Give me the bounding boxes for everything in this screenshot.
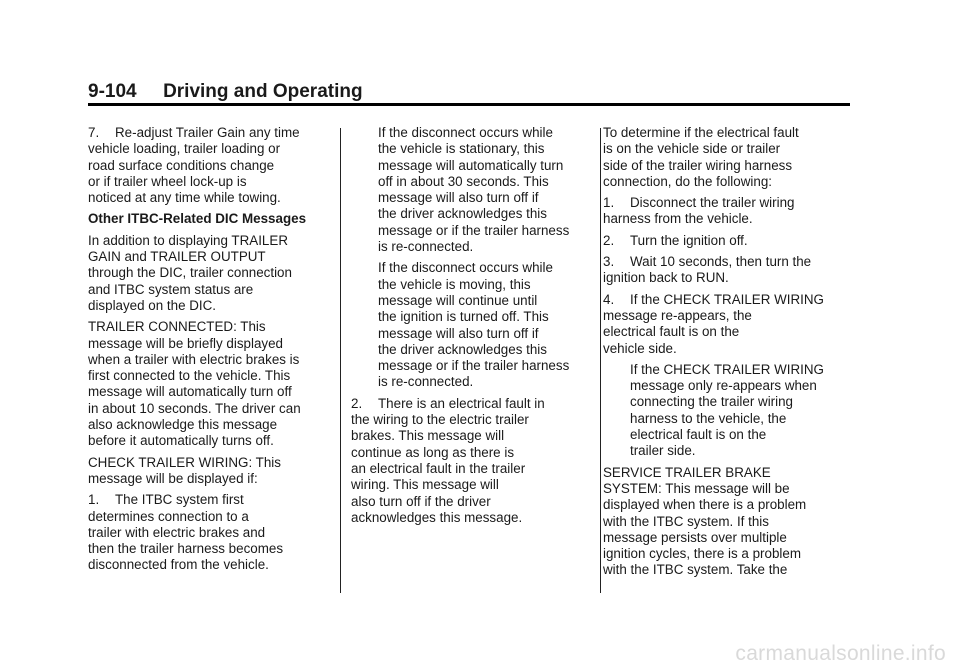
text-line: is re-connected.: [378, 239, 474, 255]
text-line: GAIN and TRAILER OUTPUT: [88, 249, 266, 265]
text-line: trailer side.: [630, 443, 696, 459]
text-line: electrical fault is on the: [603, 324, 740, 340]
text-line: message will be displayed if:: [88, 470, 258, 486]
sub-paragraph: [351, 125, 593, 255]
text-line: the vehicle is stationary, this: [378, 141, 545, 157]
text-line: with the ITBC system. If this: [603, 513, 769, 529]
text-line: through the DIC, trailer connection: [88, 265, 292, 281]
list-item-2: [351, 396, 593, 526]
paragraph: [603, 465, 845, 579]
list-item-4: [603, 292, 845, 357]
paragraph: [88, 319, 330, 449]
text-line: message or if the trailer harness: [378, 222, 570, 238]
list-text: [351, 395, 593, 526]
column-2: [351, 125, 593, 531]
text-line: side of the trailer wiring harness: [603, 157, 793, 173]
text-line: message will automatically turn off: [88, 384, 292, 400]
page-number: 9-104: [88, 81, 137, 102]
list-text: [603, 291, 845, 357]
text-line: Turn the ignition off.: [630, 232, 748, 248]
text-line: the vehicle is moving, this: [378, 276, 531, 292]
text-line: off in about 30 seconds. This: [378, 173, 549, 189]
section-title: Driving and Operating: [163, 81, 363, 102]
list-number: 7.: [88, 125, 100, 140]
text-line: displayed on the DIC.: [88, 297, 217, 313]
text-line: There is an electrical fault in: [378, 395, 545, 411]
text-line: If the CHECK TRAILER WIRING: [630, 291, 824, 307]
list-number: 3.: [603, 254, 615, 270]
paragraph: [88, 455, 330, 488]
text-line: ignition back to RUN.: [603, 270, 729, 286]
paragraph: [88, 233, 330, 314]
list-number: 1.: [88, 492, 100, 508]
text-line: Disconnect the trailer wiring: [630, 195, 795, 211]
text-line: trailer with electric brakes and: [88, 524, 266, 540]
text-line: TRAILER CONNECTED: This: [88, 319, 266, 335]
text-line: also acknowledge this message: [88, 417, 278, 433]
list-number: 4.: [603, 291, 615, 307]
text-line: with the ITBC system. Take the: [603, 562, 788, 578]
text-line: then the trailer harness becomes: [88, 541, 284, 557]
text-line: the ignition is turned off. This: [378, 309, 549, 325]
column-1: [88, 125, 330, 579]
text-line: vehicle loading, trailer loading or: [88, 141, 281, 157]
text-line: noticed at any time while towing.: [88, 190, 281, 206]
list-number: 2.: [603, 232, 615, 248]
list-item-2: [603, 233, 845, 249]
list-text: [88, 492, 330, 573]
text-line: ignition cycles, there is a problem: [603, 546, 801, 562]
list-item-3: [603, 254, 845, 287]
text-line: also turn off if the driver: [351, 493, 491, 509]
text-line: road surface conditions change: [88, 157, 275, 173]
text-line: is re-connected.: [378, 374, 474, 390]
text-line: the wiring to the electric trailer: [351, 412, 529, 428]
text-line: If the disconnect occurs while: [378, 125, 553, 140]
text-line: If the disconnect occurs while: [378, 260, 553, 276]
text-line: brakes. This message will: [351, 428, 505, 444]
text-line: message will continue until: [378, 292, 538, 308]
text-line: disconnected from the vehicle.: [88, 557, 269, 573]
text-line: message will also turn off if: [378, 190, 539, 206]
text-line: continue as long as there is: [351, 444, 515, 460]
text-line: electrical fault is on the: [630, 427, 767, 443]
text-line: in about 10 seconds. The driver can: [88, 400, 301, 416]
text-line: when a trailer with electric brakes is: [88, 351, 300, 367]
text-line: The ITBC system first: [115, 492, 244, 508]
text-line: CHECK TRAILER WIRING: This: [88, 454, 281, 470]
sub-paragraph: [351, 260, 593, 390]
text-line: connection, do the following:: [603, 173, 772, 189]
list-item-1: [88, 492, 330, 573]
text-line: determines connection to a: [88, 508, 249, 524]
list-number: 2.: [351, 395, 363, 411]
text-line: message persists over multiple: [603, 529, 787, 545]
text-line: harness from the vehicle.: [603, 211, 753, 227]
text-line: SYSTEM: This message will be: [603, 480, 790, 496]
text-line: message re-appears, the: [603, 307, 752, 323]
text-line: connecting the trailer wiring: [630, 394, 794, 410]
list-number: 1.: [603, 195, 615, 211]
text-line: SERVICE TRAILER BRAKE: [603, 464, 771, 480]
list-text: [88, 125, 330, 206]
list-text: [603, 254, 845, 287]
page-header: [88, 80, 850, 104]
text-line: harness to the vehicle, the: [630, 410, 787, 426]
column-divider: [600, 128, 601, 593]
header-rule: [88, 103, 850, 106]
text-line: is on the vehicle side or trailer: [603, 141, 781, 157]
text-line: message will also turn off if: [378, 325, 539, 341]
text-line: If the CHECK TRAILER WIRING: [630, 361, 824, 377]
text-line: wiring. This message will: [351, 477, 499, 493]
list-item-7: [88, 125, 330, 206]
column-divider: [340, 128, 341, 593]
column-3: [603, 125, 845, 584]
text-line: message only re-appears when: [630, 378, 817, 394]
text-line: acknowledges this message.: [351, 509, 523, 525]
text-line: message will automatically turn: [378, 157, 564, 173]
text-line: message or if the trailer harness: [378, 358, 570, 374]
text-line: To determine if the electrical fault: [603, 125, 799, 140]
subheading: Other ITBC-Related DIC Messages: [88, 211, 307, 227]
text-line: message will be briefly displayed: [88, 335, 284, 351]
text-line: Re-adjust Trailer Gain any time: [115, 125, 300, 140]
list-item-1: [603, 195, 845, 228]
text-line: Wait 10 seconds, then turn the: [630, 254, 812, 270]
sub-paragraph: [603, 362, 845, 460]
text-line: and ITBC system status are: [88, 281, 254, 297]
text-line: vehicle side.: [603, 340, 677, 356]
text-line: In addition to displaying TRAILER: [88, 232, 288, 248]
text-line: an electrical fault in the trailer: [351, 460, 526, 476]
paragraph: [603, 125, 845, 190]
list-text: [630, 233, 748, 248]
text-line: first connected to the vehicle. This: [88, 368, 291, 384]
text-line: displayed when there is a problem: [603, 497, 807, 513]
text-line: or if trailer wheel lock-up is: [88, 173, 247, 189]
text-line: the driver acknowledges this: [378, 206, 547, 222]
watermark: carmanualsonline.info: [735, 642, 946, 665]
list-text: [603, 195, 845, 228]
text-line: before it automatically turns off.: [88, 433, 274, 449]
text-line: the driver acknowledges this: [378, 341, 547, 357]
